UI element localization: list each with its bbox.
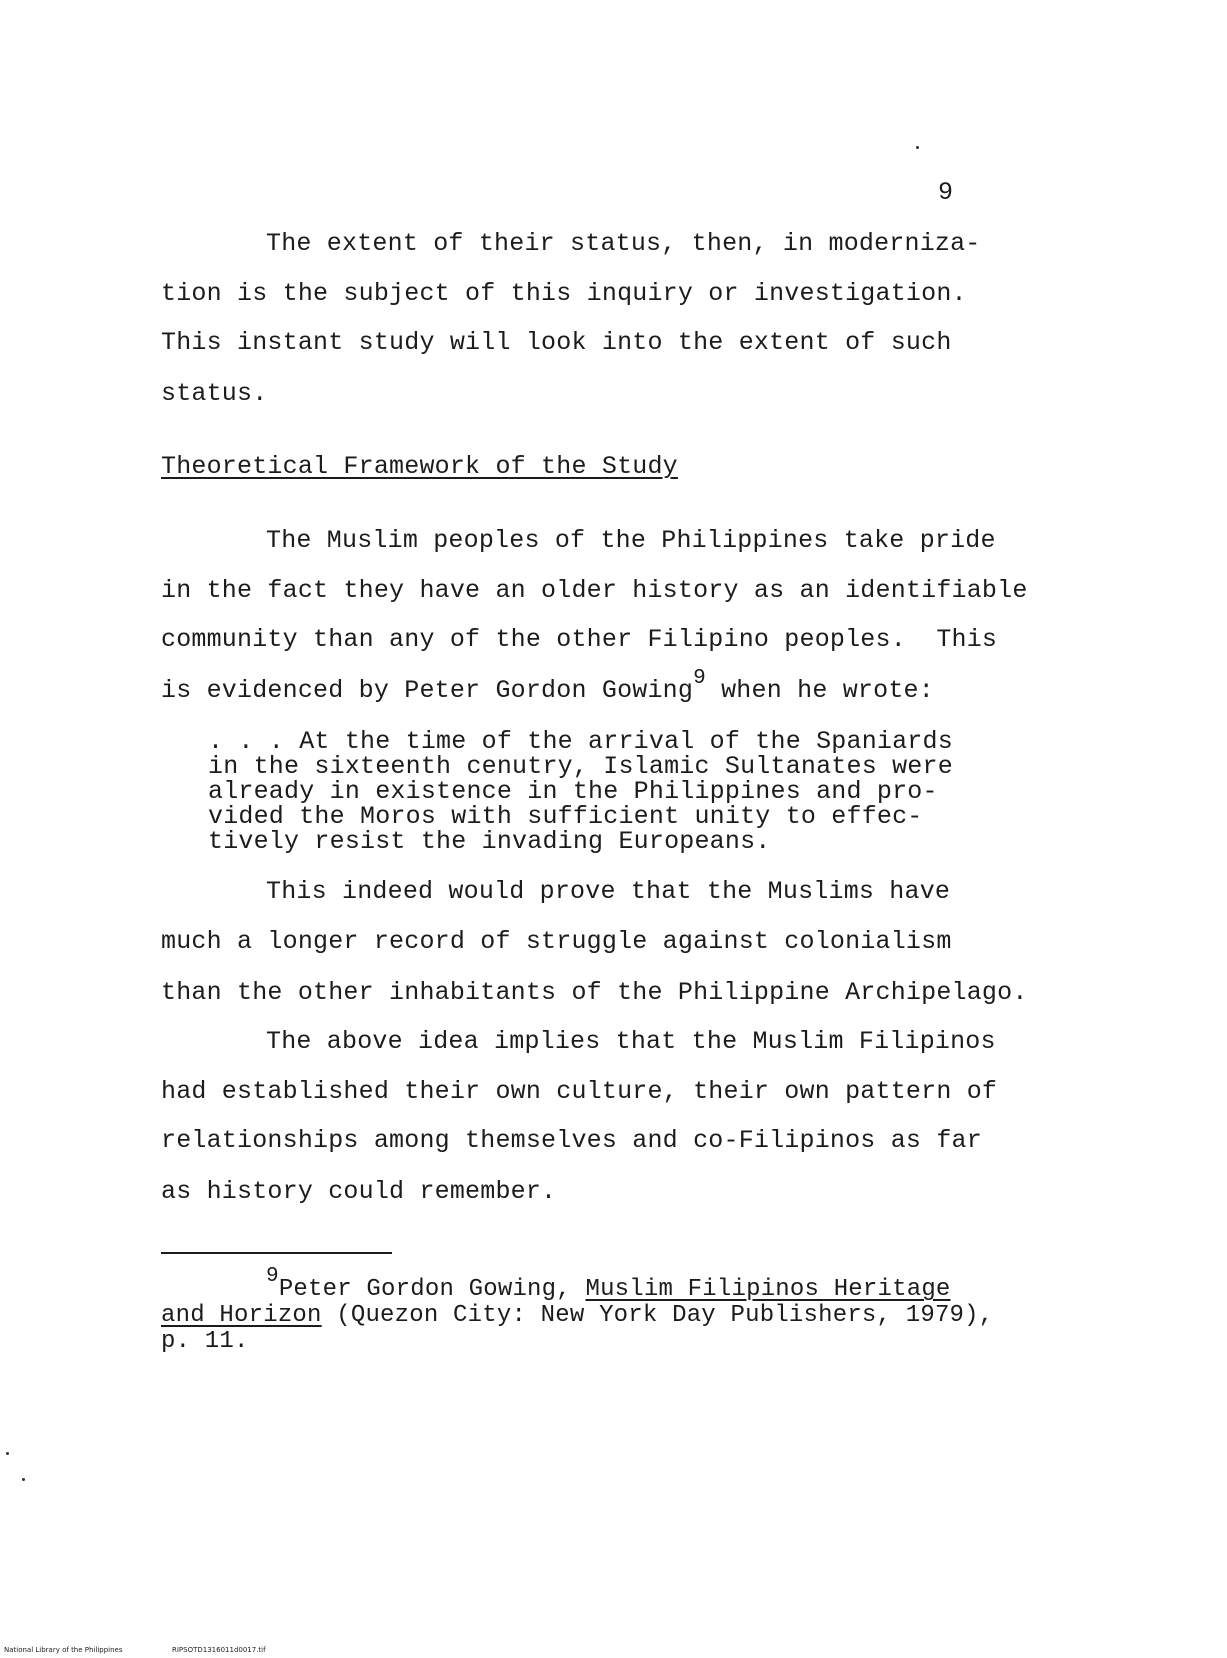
footnote-reference: 9	[693, 667, 706, 690]
footnote-separator	[161, 1252, 392, 1254]
footnote-author: Peter Gordon Gowing,	[278, 1276, 586, 1303]
paragraph-line: much a longer record of struggle against colonialism	[161, 927, 952, 956]
quote-line: tively resist the invading Europeans.	[208, 827, 771, 856]
archive-label: National Library of the Philippines	[4, 1646, 123, 1654]
quote-line: already in existence in the Philippines and pro-	[208, 777, 938, 806]
section-heading: Theoretical Framework of the Study	[161, 452, 678, 481]
quote-line: vided the Moros with sufficient unity to effec-	[208, 802, 923, 831]
paragraph-line: than the other inhabitants of the Philippine Archipelago.	[161, 978, 1028, 1007]
footnote-page: p. 11.	[161, 1328, 249, 1355]
paragraph-line: relationships among themselves and co-Filipinos as far	[161, 1126, 982, 1155]
scan-speck	[916, 146, 919, 149]
paragraph-line: as history could remember.	[161, 1177, 557, 1206]
line-text: when he wrote:	[705, 676, 934, 705]
quote-line: . . . At the time of the arrival of the Spaniards	[208, 727, 953, 756]
paragraph-line: in the fact they have an older history as an identifiable	[161, 576, 1028, 605]
scan-speck	[22, 1478, 25, 1481]
footnote-line	[161, 1302, 993, 1329]
paragraph-line: community than any of the other Filipino peoples. This	[161, 625, 998, 654]
footnote-publisher: (Quezon City: New York Day Publishers, 1979),	[321, 1302, 994, 1329]
quote-line: in the sixteenth cenutry, Islamic Sultanates were	[208, 752, 953, 781]
file-code: RIPSOTD1316011d0017.tif	[172, 1646, 266, 1654]
footnote-title: Muslim Filipinos Heritage	[585, 1276, 951, 1303]
paragraph-line: The extent of their status, then, in moderniza-	[266, 229, 981, 258]
page-number: 9	[938, 178, 954, 207]
paragraph-line	[161, 667, 934, 705]
footnote-number: 9	[266, 1265, 279, 1288]
paragraph-line: The above idea implies that the Muslim Filipinos	[266, 1027, 996, 1056]
line-text: is evidenced by Peter Gordon Gowing	[161, 676, 694, 705]
paragraph-line: tion is the subject of this inquiry or investigation.	[161, 279, 967, 308]
paragraph-line: status.	[161, 379, 268, 408]
paragraph-line: The Muslim peoples of the Philippines take pride	[266, 526, 996, 555]
scan-speck	[6, 1452, 9, 1455]
footnote-title: and Horizon	[161, 1302, 322, 1329]
paragraph-line: had established their own culture, their own pattern of	[161, 1077, 998, 1106]
footnote-line	[266, 1265, 951, 1303]
paragraph-line: This indeed would prove that the Muslims have	[266, 877, 951, 906]
paragraph-line: This instant study will look into the extent of such	[161, 328, 952, 357]
